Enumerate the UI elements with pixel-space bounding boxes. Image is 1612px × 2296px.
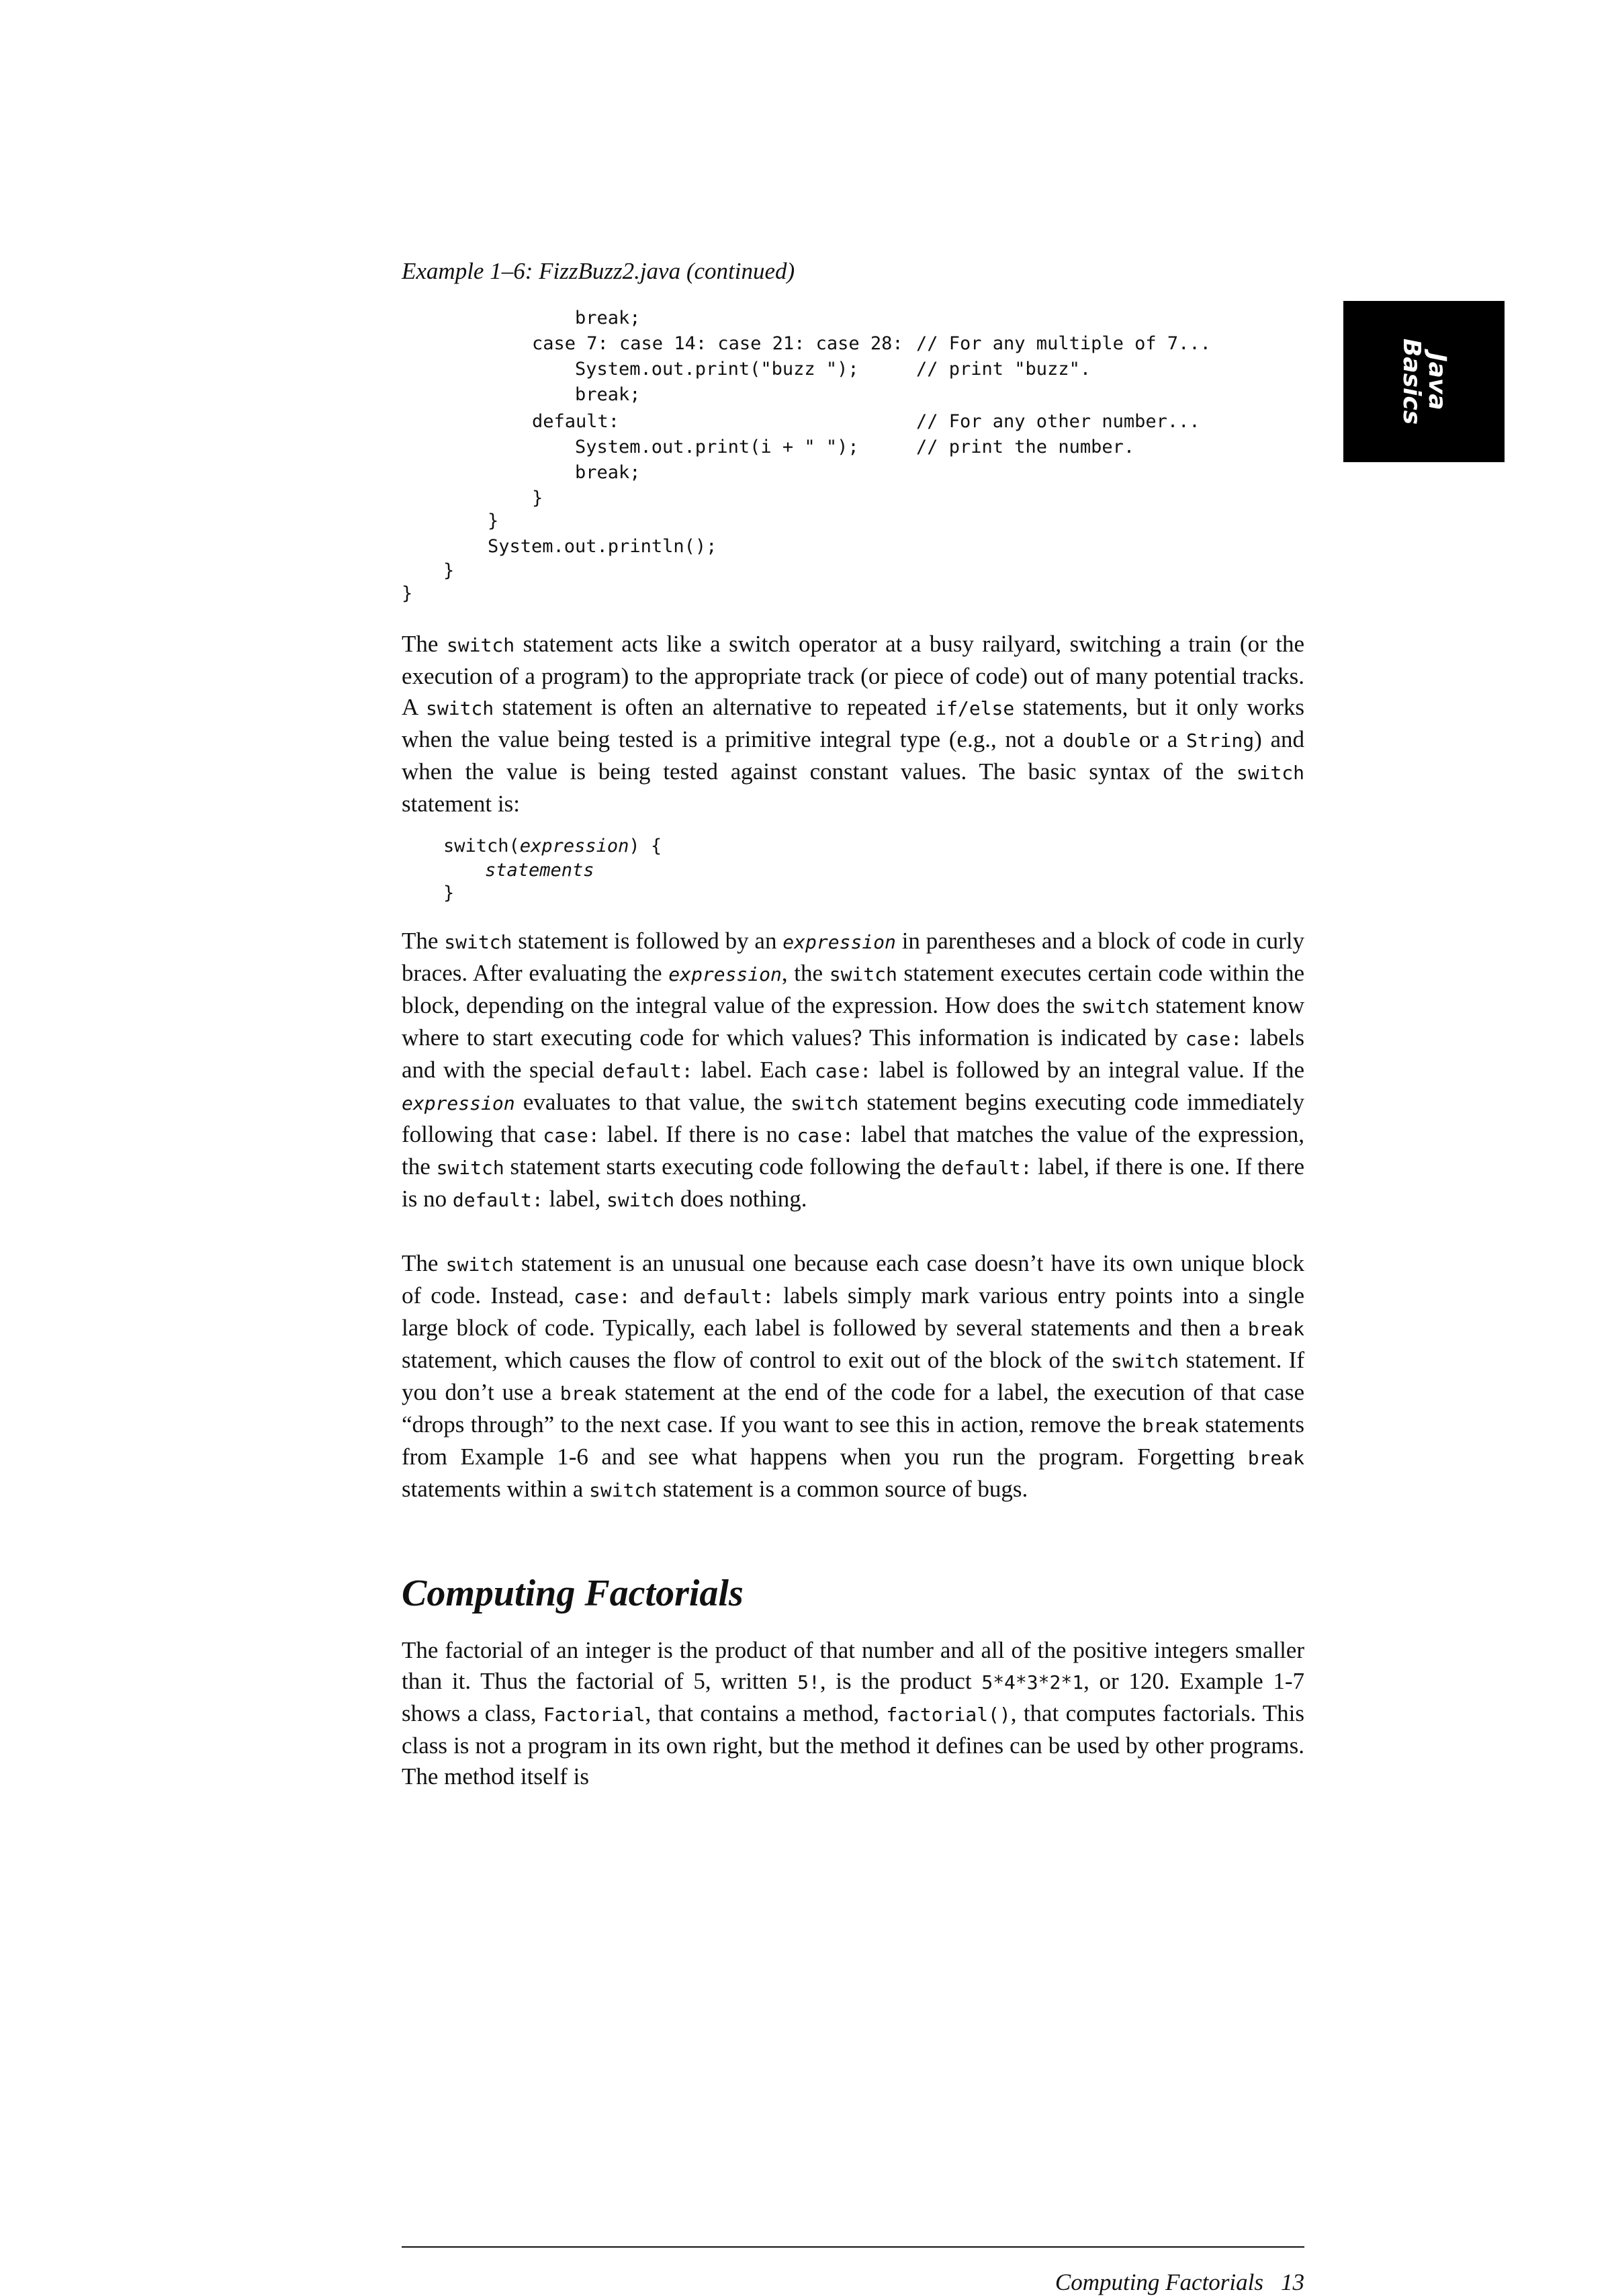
paragraph: The switch statement is followed by an expression in parentheses and a block of code in curly braces. After evaluating the expression, the switch statement executes certain code within the block, depending on the integral value of the expression. How does the switch statement know where to start executing code for which values? This information is indicated by case: labels and with the special default: label. Each case: label is followed by an integral value. If the expression evaluates to that value, the switch statement begins executing code immediately following that case: label. If there is no case: label that matches the value of the expression, the switch statement starts executing code following the default: label, if there is one. If there is no default: label, switch does nothing. <box>402 928 1305 1212</box>
code-line: } <box>402 583 413 604</box>
section-thumb-tab <box>1343 301 1505 462</box>
syntax-line: switch(expression) { <box>443 836 662 856</box>
paragraph: The switch statement is an unusual one because each case doesn’t have its own unique block of code. Instead, case: and default: labels simply mark various entry points into a single large block of code. Typically, each label is followed by several statements and then a break statement, which causes the flow of control to exit out of the block of the switch statement. If you don’t use a break statement at the end of the code for a label, the execution of that case “drops through” to the next case. If you want to see this in action, remove the break statements from Example 1-6 and see what happens when you run the program. Forgetting break statements within a switch statement is a common source of bugs. <box>402 1250 1305 1502</box>
page-footer <box>1055 2269 1304 2296</box>
code-comment: // For any other number... <box>916 411 1200 432</box>
code-line: break; <box>575 462 641 483</box>
code-comment: // For any multiple of 7... <box>916 333 1211 354</box>
code-comment: // print "buzz". <box>916 359 1091 380</box>
paragraph: The switch statement acts like a switch operator at a busy railyard, switching a train (or the execution of a program) to the appropriate track (or piece of code) out of many potential tracks. A switch statement is often an alternative to repeated if/else statements, but it only works when the value being tested is a primitive integral type (e.g., not a double or a String) and when the value is being tested against constant values. The basic syntax of the switch statement is: <box>402 631 1304 817</box>
running-title: Computing Factorials <box>1055 2269 1263 2295</box>
code-line: default: <box>532 411 620 432</box>
code-line: break; <box>575 308 641 328</box>
code-line: } <box>532 488 543 509</box>
example-caption: Example 1–6: FizzBuzz2.java (continued) <box>402 258 795 284</box>
footer-rule <box>402 2246 1304 2248</box>
paragraph: The factorial of an integer is the product of that number and all of the positive integers smaller than it. Thus the factorial of 5, written 5!, is the product 5*4*3*2*1, or 120. Example 1-7 shows a class, Factorial, that contains a method, factorial(), that computes factorials. This class is not a program in its own right, but the method it defines can be used by other programs. The method itself is <box>402 1637 1304 1790</box>
code-line: System.out.print(i + " "); <box>575 437 859 457</box>
code-line: case 7: case 14: case 21: case 28: <box>532 333 903 354</box>
code-line: System.out.print("buzz "); <box>575 359 859 380</box>
page-number: 13 <box>1281 2269 1304 2295</box>
code-comment: // print the number. <box>916 437 1135 457</box>
code-line: break; <box>575 384 641 405</box>
code-line: System.out.println(); <box>488 536 717 557</box>
syntax-line: statements <box>485 860 594 881</box>
tab-label: Java Basics <box>1398 338 1451 425</box>
section-heading: Computing Factorials <box>402 1573 744 1614</box>
syntax-line: } <box>443 883 455 903</box>
code-line: } <box>443 560 455 581</box>
code-line: } <box>488 511 499 531</box>
